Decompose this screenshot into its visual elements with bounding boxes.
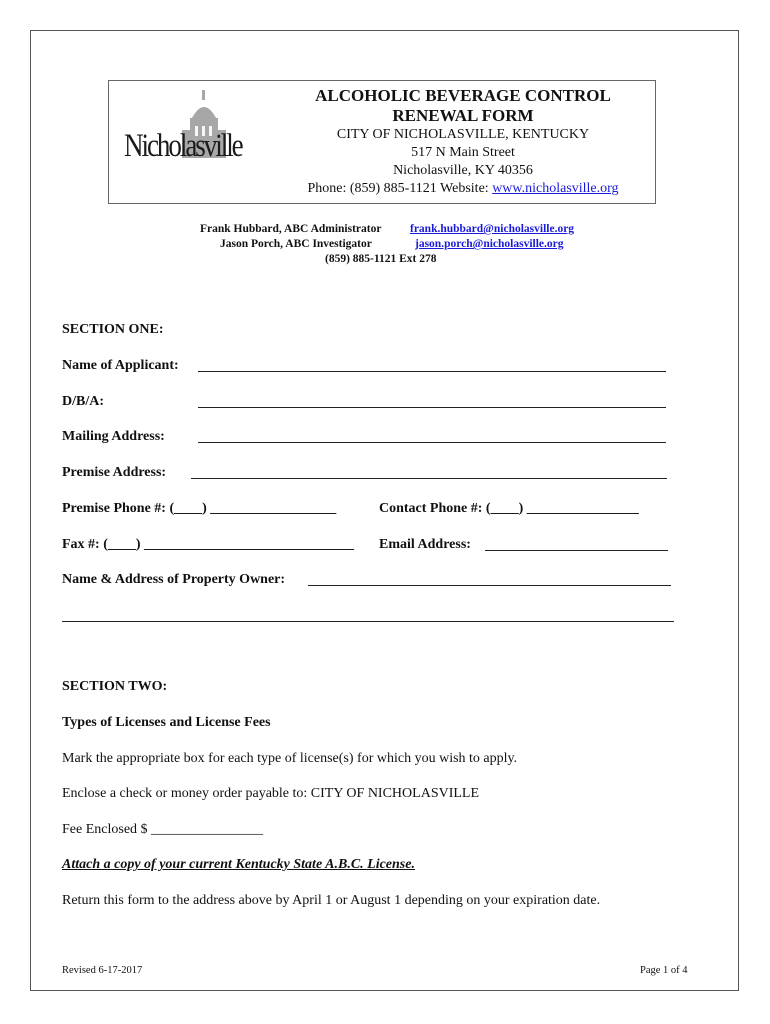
section-one-heading: SECTION ONE: <box>62 322 164 337</box>
city-name: CITY OF NICHOLASVILLE, KENTUCKY <box>336 127 590 142</box>
payment-instruction: Enclose a check or money order payable to: CITY OF NICHOLASVILLE <box>62 786 480 801</box>
applicant-name-field[interactable] <box>198 371 666 372</box>
property-owner-field-line2[interactable] <box>62 621 674 622</box>
admin-name: Frank Hubbard, ABC Administrator <box>200 223 382 235</box>
license-types-subheading: Types of Licenses and License Fees <box>62 715 271 730</box>
form-title-line2: RENEWAL FORM <box>392 106 534 125</box>
website-link[interactable]: www.nicholasville.org <box>492 181 619 196</box>
property-owner-label: Name & Address of Property Owner: <box>62 572 286 587</box>
premise-address-label: Premise Address: <box>62 465 167 480</box>
premise-address-field[interactable] <box>191 478 667 479</box>
investigator-email-link[interactable]: jason.porch@nicholasville.org <box>415 238 564 250</box>
contact-phone-ext: (859) 885-1121 Ext 278 <box>325 253 437 265</box>
phone-website-line <box>258 180 668 198</box>
fee-enclosed-field[interactable]: Fee Enclosed $ ________________ <box>62 822 264 837</box>
phone-label: Phone: (859) 885-1121 Website: <box>307 181 493 196</box>
mailing-address-label: Mailing Address: <box>62 429 165 444</box>
contact-phone-field[interactable]: Contact Phone #: (____) ________________ <box>379 501 639 516</box>
street-address: 517 N Main Street <box>411 145 515 160</box>
premise-phone-field[interactable]: Premise Phone #: (____) __________________ <box>62 501 337 516</box>
mark-box-instruction: Mark the appropriate box for each type of license(s) for which you wish to apply. <box>62 751 518 766</box>
fax-field[interactable]: Fax #: (____) ______________________________ <box>62 537 355 552</box>
email-address-label: Email Address: <box>379 537 471 552</box>
admin-email-link[interactable]: frank.hubbard@nicholasville.org <box>410 223 575 235</box>
city-logo <box>122 88 252 188</box>
email-address-field[interactable] <box>485 550 668 551</box>
form-title-line1: ALCOHOLIC BEVERAGE CONTROL <box>315 86 611 105</box>
dba-label: D/B/A: <box>62 394 104 409</box>
page-number: Page 1 of 4 <box>640 965 688 976</box>
section-two-heading: SECTION TWO: <box>62 679 168 694</box>
attach-license-notice: Attach a copy of your current Kentucky State A.B.C. License. <box>62 857 415 872</box>
mailing-address-field[interactable] <box>198 442 666 443</box>
city-state-zip: Nicholasville, KY 40356 <box>393 163 533 178</box>
return-instruction: Return this form to the address above by April 1 or August 1 depending on your expiration date. <box>62 893 601 908</box>
investigator-name: Jason Porch, ABC Investigator <box>220 238 372 250</box>
logo-text: Nicholasville <box>124 128 242 164</box>
revision-date: Revised 6-17-2017 <box>62 965 143 976</box>
property-owner-field[interactable] <box>308 585 671 586</box>
dba-field[interactable] <box>198 407 666 408</box>
applicant-name-label: Name of Applicant: <box>62 358 179 373</box>
